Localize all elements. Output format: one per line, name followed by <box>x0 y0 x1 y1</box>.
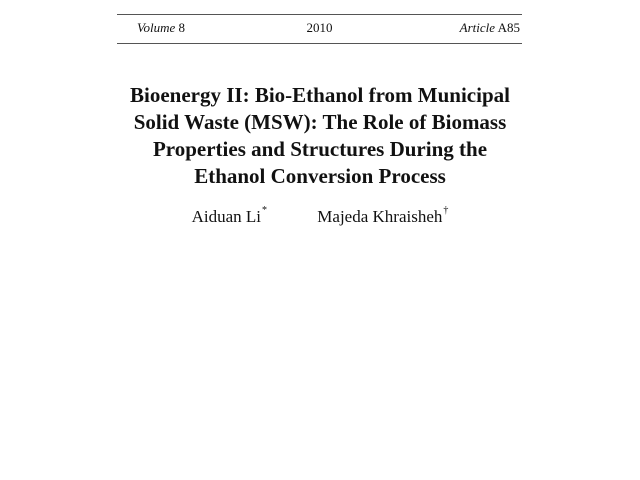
affiliation-mark: * <box>262 205 268 217</box>
article-label: Article <box>459 20 496 35</box>
volume-label: Volume <box>137 20 176 35</box>
author-khraisheh <box>317 206 448 228</box>
title-line: Ethanol Conversion Process <box>194 164 446 188</box>
article-info <box>460 20 520 36</box>
paper-title <box>80 82 560 190</box>
title-line: Bioenergy II: Bio-Ethanol from Municipal <box>130 83 510 107</box>
title-line: Solid Waste (MSW): The Role of Biomass <box>133 110 507 134</box>
affiliation-mark: † <box>443 205 449 217</box>
year: 2010 <box>306 20 333 35</box>
running-head <box>117 14 522 44</box>
article-number: A85 <box>497 20 520 35</box>
author-name: Majeda Khraisheh <box>317 207 443 226</box>
author-li <box>192 206 267 228</box>
author-list <box>0 206 640 228</box>
volume-number: 8 <box>178 20 186 35</box>
title-line: Properties and Structures During the <box>152 137 488 161</box>
author-name: Aiduan Li <box>191 207 262 226</box>
